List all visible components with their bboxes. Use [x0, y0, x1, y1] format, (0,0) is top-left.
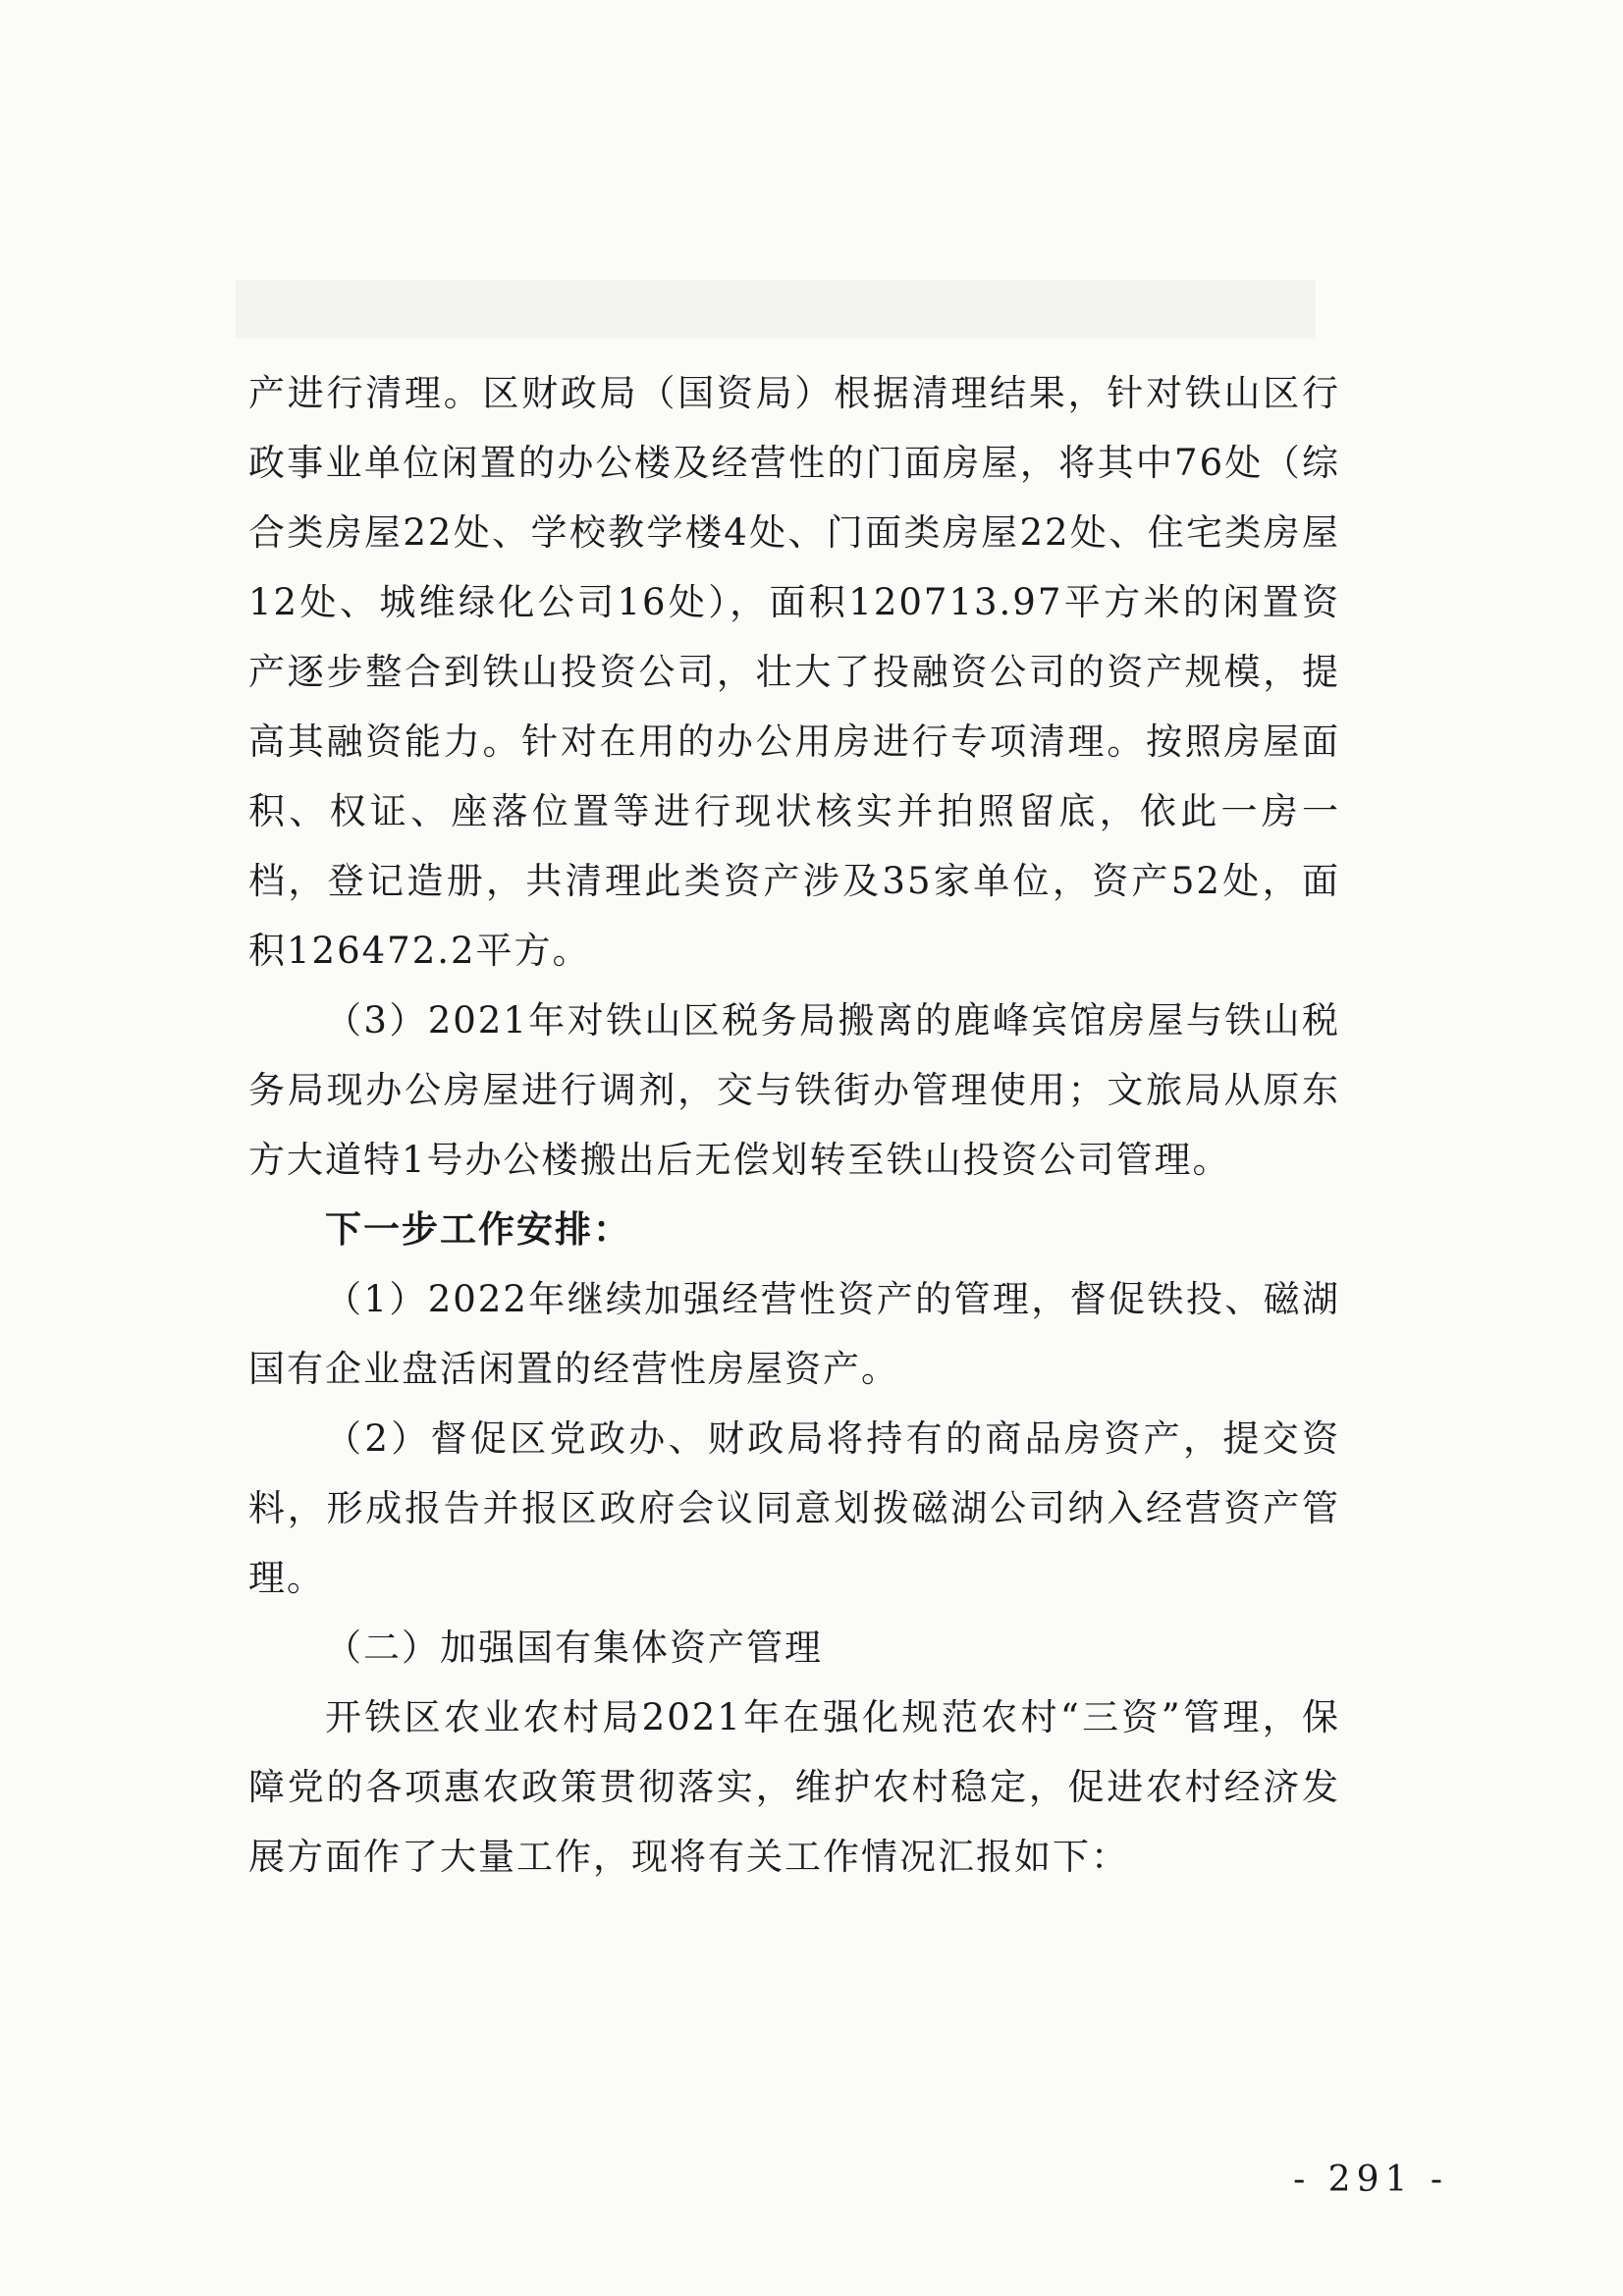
paragraph-item-3: （3）2021年对铁山区税务局搬离的鹿峰宾馆房屋与铁山税务局现办公房屋进行调剂，交与铁街办管理使用；文旅局从原东方大道特1号办公楼搬出后无偿划转至铁山投资公司管理。	[248, 999, 1340, 1181]
paragraph-rural-bureau: 开铁区农业农村局2021年在强化规范农村“三资”管理，保障党的各项惠农政策贯彻落实，维护农村稳定，促进农村经济发展方面作了大量工作，现将有关工作情况汇报如下：	[248, 1696, 1340, 1878]
section-heading-next-steps: 下一步工作安排：	[325, 1208, 631, 1251]
section-subheading-collective-assets: （二）加强国有集体资产管理	[325, 1627, 823, 1669]
document-body	[248, 358, 1340, 1892]
paragraph-next-step-1: （1）2022年继续加强经营性资产的管理，督促铁投、磁湖国有企业盘活闲置的经营性房屋资产。	[248, 1278, 1340, 1390]
paragraph-continuation: 产进行清理。区财政局（国资局）根据清理结果，针对铁山区行政事业单位闲置的办公楼及经营性的门面房屋，将其中76处（综合类房屋22处、学校教学楼4处、门面类房屋22处、住宅类房屋12处、城维绿化公司16处），面积120713.97平方米的闲置资产逐步整合到铁山投资公司，壮大了投融资公司的资产规模，提高其融资能力。针对在用的办公用房进行专项清理。按照房屋面积、权证、座落位置等进行现状核实并拍照留底，依此一房一档，登记造册，共清理此类资产涉及35家单位，资产52处，面积126472.2平方。	[248, 372, 1340, 972]
paragraph-next-step-2: （2）督促区党政办、财政局将持有的商品房资产，提交资料，形成报告并报区政府会议同意划拨磁湖公司纳入经营资产管理。	[248, 1417, 1340, 1599]
scan-smudge	[236, 280, 1316, 339]
page-number: - 291 -	[1293, 2160, 1448, 2200]
